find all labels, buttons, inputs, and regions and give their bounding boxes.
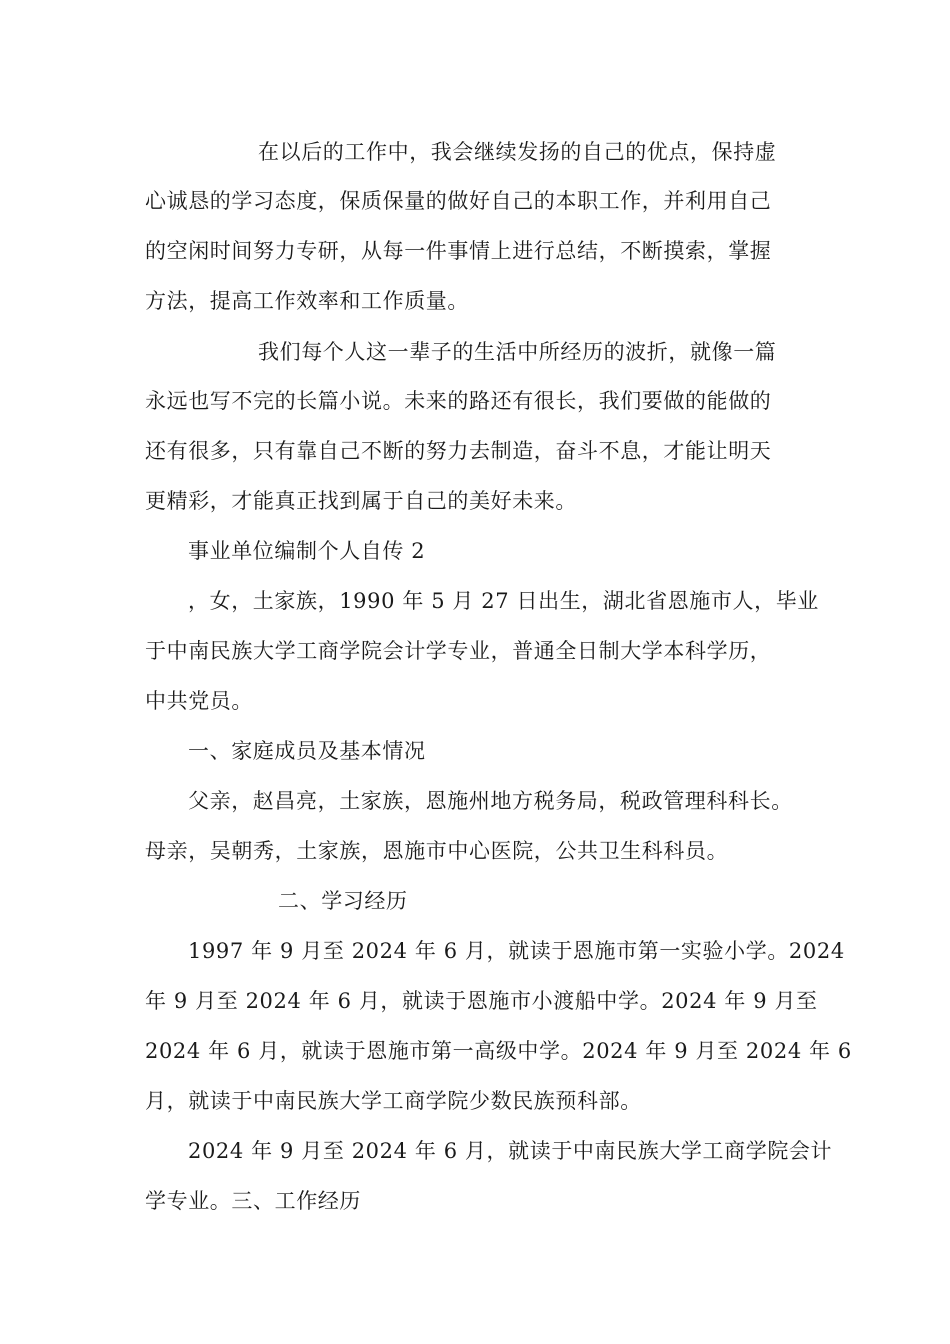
education-line-4: 月，就读于中南民族大学工商学院少数民族预科部。 xyxy=(145,1089,642,1113)
paragraph-3-line-2: 于中南民族大学工商学院会计学专业，普通全日制大学本科学历， xyxy=(145,639,772,663)
education-line-1: 1997 年 9 月至 2024 年 6 月，就读于恩施市第一实验小学。2024 xyxy=(188,939,845,963)
heading-family: 一、家庭成员及基本情况 xyxy=(188,739,426,763)
section-title: 事业单位编制个人自传 2 xyxy=(188,539,426,563)
education-line-5: 2024 年 9 月至 2024 年 6 月，就读于中南民族大学工商学院会计 xyxy=(188,1139,833,1163)
paragraph-1-line-1: 在以后的工作中，我会继续发扬的自己的优点，保持虚 xyxy=(258,140,777,164)
family-line-father: 父亲，赵昌亮，土家族，恩施州地方税务局，税政管理科科长。 xyxy=(188,789,793,813)
paragraph-2-line-3: 还有很多，只有靠自己不断的努力去制造，奋斗不息，才能让明天 xyxy=(145,439,772,463)
paragraph-2-line-4: 更精彩，才能真正找到属于自己的美好未来。 xyxy=(145,489,577,513)
paragraph-1-line-3: 的空闲时间努力专研，从每一件事情上进行总结，不断摸索，掌握 xyxy=(145,239,772,263)
paragraph-3-line-3: 中共党员。 xyxy=(145,689,253,713)
paragraph-3-line-1: ，女，土家族，1990 年 5 月 27 日出生，湖北省恩施市人，毕业 xyxy=(188,589,819,613)
education-line-2: 年 9 月至 2024 年 6 月，就读于恩施市小渡船中学。2024 年 9 月至 xyxy=(145,989,818,1013)
paragraph-2-line-2: 永远也写不完的长篇小说。未来的路还有很长，我们要做的能做的 xyxy=(145,389,772,413)
education-line-6: 学专业。三、工作经历 xyxy=(145,1189,361,1213)
paragraph-1-line-4: 方法，提高工作效率和工作质量。 xyxy=(145,289,469,313)
paragraph-2-line-1: 我们每个人这一辈子的生活中所经历的波折，就像一篇 xyxy=(258,340,777,364)
heading-education: 二、学习经历 xyxy=(278,889,408,913)
education-line-3: 2024 年 6 月，就读于恩施市第一高级中学。2024 年 9 月至 2024 年 6 xyxy=(145,1039,852,1063)
family-line-mother: 母亲，吴朝秀，土家族，恩施市中心医院，公共卫生科科员。 xyxy=(145,839,729,863)
paragraph-1-line-2: 心诚恳的学习态度，保质保量的做好自己的本职工作，并利用自己 xyxy=(145,189,772,213)
